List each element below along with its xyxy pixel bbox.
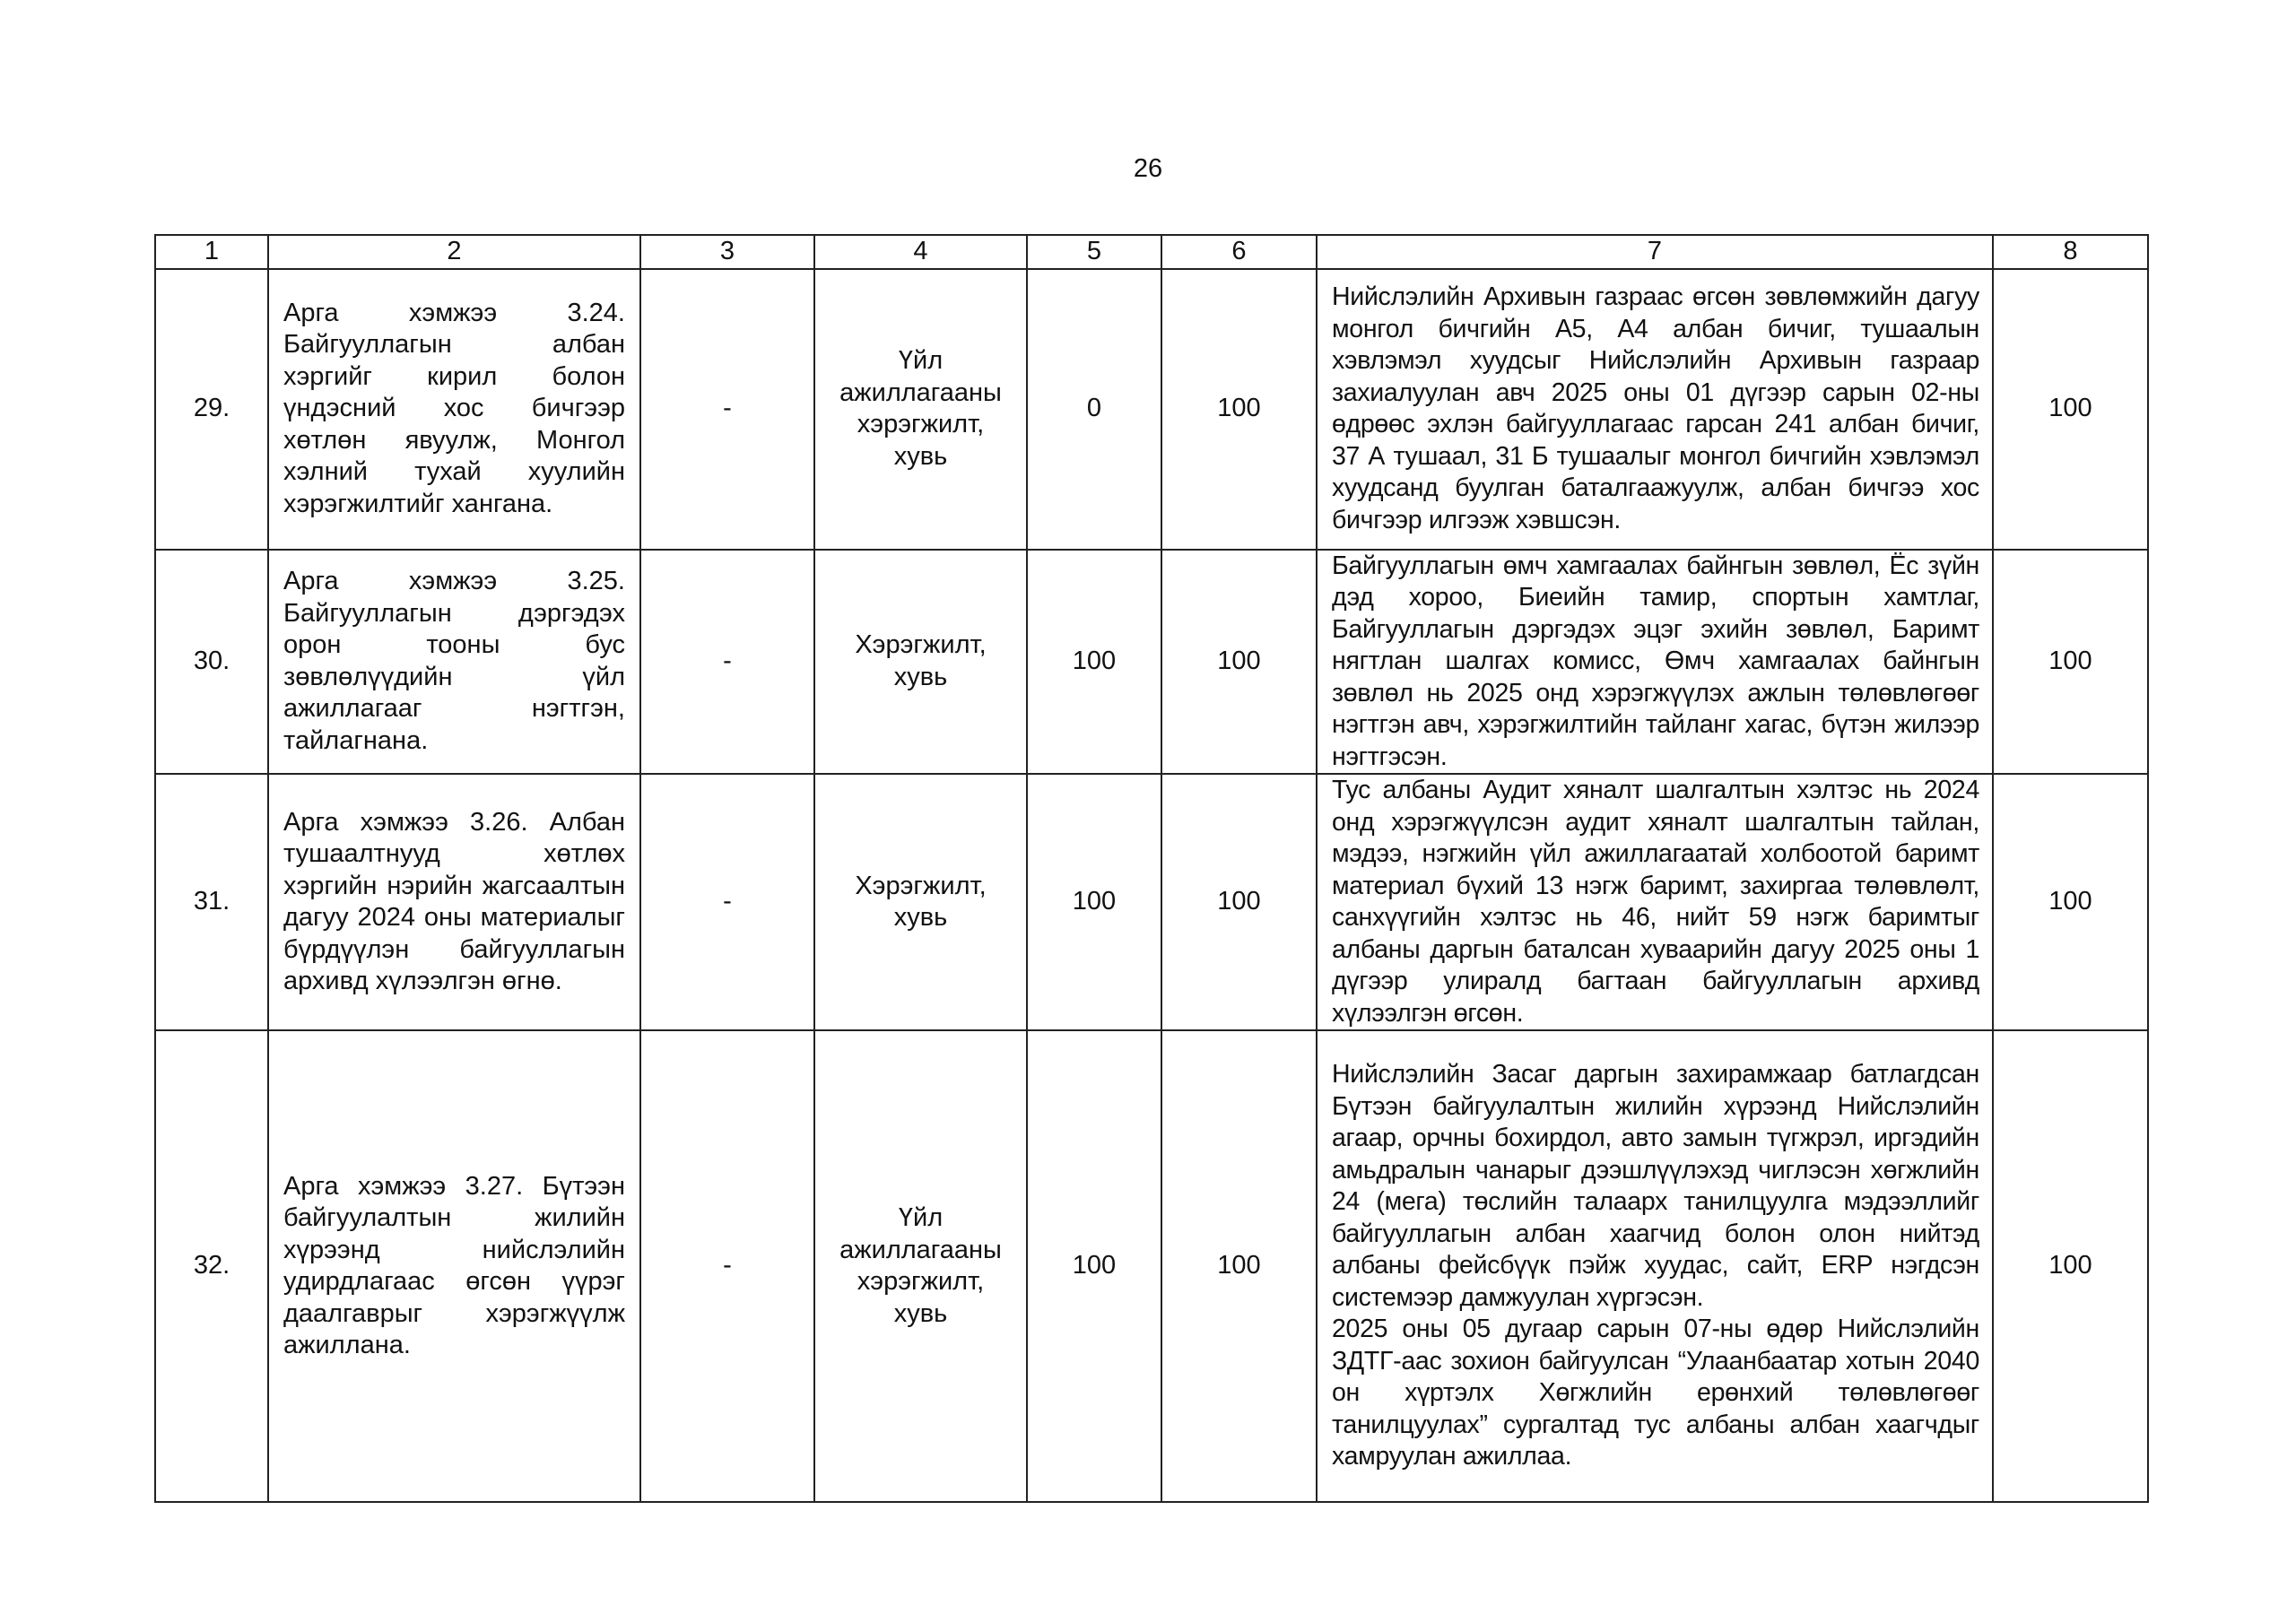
report-table [154, 234, 2149, 1503]
table-row [155, 550, 2148, 775]
column-header: 8 [1993, 235, 2148, 269]
measure-cell: Арга хэмжээ 3.27. Бүтээн байгуулалтын жилийн хүрээнд нийслэлийн удирдлагаас өгсөн үүрэг даалгаврыг хэрэгжүүлж ажиллана. [268, 1030, 640, 1502]
row-number: 30. [155, 550, 268, 775]
column-header: 1 [155, 235, 268, 269]
column-header: 2 [268, 235, 640, 269]
target-cell: 100 [1161, 269, 1317, 550]
baseline-cell: 100 [1027, 550, 1161, 775]
col3-cell: - [640, 269, 814, 550]
target-cell: 100 [1161, 550, 1317, 775]
target-cell: 100 [1161, 1030, 1317, 1502]
column-header: 7 [1317, 235, 1993, 269]
baseline-cell: 100 [1027, 774, 1161, 1030]
indicator-cell: Үйл ажиллагааны хэрэгжилт, хувь [814, 269, 1027, 550]
table-row [155, 269, 2148, 550]
progress-cell: Байгууллагын өмч хамгаалах байнгын зөвлөл, Ёс зүйн дэд хороо, Биеийн тамир, спортын хамтлаг, Байгууллагын дэргэдэх эцэг эхийн зөвлөл, Баримт нягтлан шалгах комисс, Өмч хамгаалах байнгын зөвлөл нь 2025 онд хэрэгжүүлэх ажлын төлөвлөгөөг нэгтгэн авч, хэрэгжилтийн тайланг хагас, бүтэн жилээр нэгтгэсэн. [1317, 550, 1993, 775]
baseline-cell: 0 [1027, 269, 1161, 550]
indicator-cell: Үйл ажиллагааны хэрэгжилт, хувь [814, 1030, 1027, 1502]
table-row [155, 774, 2148, 1030]
progress-paragraph: Нийслэлийн Засаг даргын захирамжаар батлагдсан Бүтээн байгуулалтын жилийн хүрээнд Нийслэлийн агаар, орчны бохирдол, авто замын түгжрэл, иргэдийн амьдралын чанарыг дээшлүүлэхэд чиглэсэн хөгжлийн 24 (мега) төслийн талаарх танилцуулга мэдээллийг байгууллагын албан хаагчид болон олон нийтэд албаны фейсбүүк пэйж хуудас, сайт, ERP нэгдсэн системээр дамжуулан хүргэсэн. [1332, 1060, 1979, 1312]
progress-cell: Нийслэлийн Архивын газраас өгсөн зөвлөмжийн дагуу монгол бичгийн А5, А4 албан бичиг, тушаалын хэвлэмэл хуудсыг Нийслэлийн Архивын газраар захиалуулан авч 2025 оны 01 дүгээр сарын 02-ны өдрөөс эхлэн байгууллагаас гарсан 241 албан бичиг, 37 А тушаал, 31 Б тушаалыг монгол бичгийн хэвлэмэл хуудсанд буулган баталгаажуулж, албан бичгээ хос бичгээр илгээж хэвшсэн. [1317, 269, 1993, 550]
column-header: 6 [1161, 235, 1317, 269]
row-number: 31. [155, 774, 268, 1030]
measure-cell: Арга хэмжээ 3.26. Албан тушаалтнууд хөтлөх хэргийн нэрийн жагсаалтын дагуу 2024 оны материалыг бүрдүүлэн байгууллагын архивд хүлээлгэн өгнө. [268, 774, 640, 1030]
score-cell: 100 [1993, 774, 2148, 1030]
progress-paragraph: 2025 оны 05 дугаар сарын 07-ны өдөр Нийслэлийн ЗДТГ-аас зохион байгуулсан “Улаанбаатар хотын 2040 он хүртэлх Хөгжлийн ерөнхий төлөвлөгөөг танилцуулах” сургалтад тус албаны албан хаагчдыг хамруулан ажиллаа. [1332, 1315, 1979, 1471]
measure-cell: Арга хэмжээ 3.24. Байгууллагын албан хэргийг кирил болон үндэсний хос бичгээр хөтлөн явуулж, Монгол хэлний тухай хуулийн хэрэгжилтийг хангана. [268, 269, 640, 550]
score-cell: 100 [1993, 1030, 2148, 1502]
row-number: 32. [155, 1030, 268, 1502]
score-cell: 100 [1993, 550, 2148, 775]
progress-cell [1317, 1030, 1993, 1502]
column-header: 5 [1027, 235, 1161, 269]
score-cell: 100 [1993, 269, 2148, 550]
col3-cell: - [640, 1030, 814, 1502]
row-number: 29. [155, 269, 268, 550]
baseline-cell: 100 [1027, 1030, 1161, 1502]
indicator-cell: Хэрэгжилт, хувь [814, 774, 1027, 1030]
table-row [155, 1030, 2148, 1502]
col3-cell: - [640, 774, 814, 1030]
indicator-cell: Хэрэгжилт, хувь [814, 550, 1027, 775]
page-number: 26 [1133, 154, 1163, 183]
column-header: 4 [814, 235, 1027, 269]
column-header: 3 [640, 235, 814, 269]
col3-cell: - [640, 550, 814, 775]
measure-cell: Арга хэмжээ 3.25. Байгууллагын дэргэдэх орон тооны бус зөвлөлүүдийн үйл ажиллагааг нэгтгэн, тайлагнана. [268, 550, 640, 775]
progress-cell: Тус албаны Аудит хяналт шалгалтын хэлтэс нь 2024 онд хэрэгжүүлсэн аудит хяналт шалгалтын тайлан, мэдээ, нэгжийн үйл ажиллагаатай холбоотой баримт материал бүхий 13 нэгж баримт, захиргаа төлөвлөлт, санхүүгийн хэлтэс нь 46, нийт 59 нэгж баримтыг албаны даргын баталсан хуваарийн дагуу 2025 оны 1 дүгээр улиралд багтаан байгууллагын архивд хүлээлгэн өгсөн. [1317, 774, 1993, 1030]
target-cell: 100 [1161, 774, 1317, 1030]
column-number-row [155, 235, 2148, 269]
